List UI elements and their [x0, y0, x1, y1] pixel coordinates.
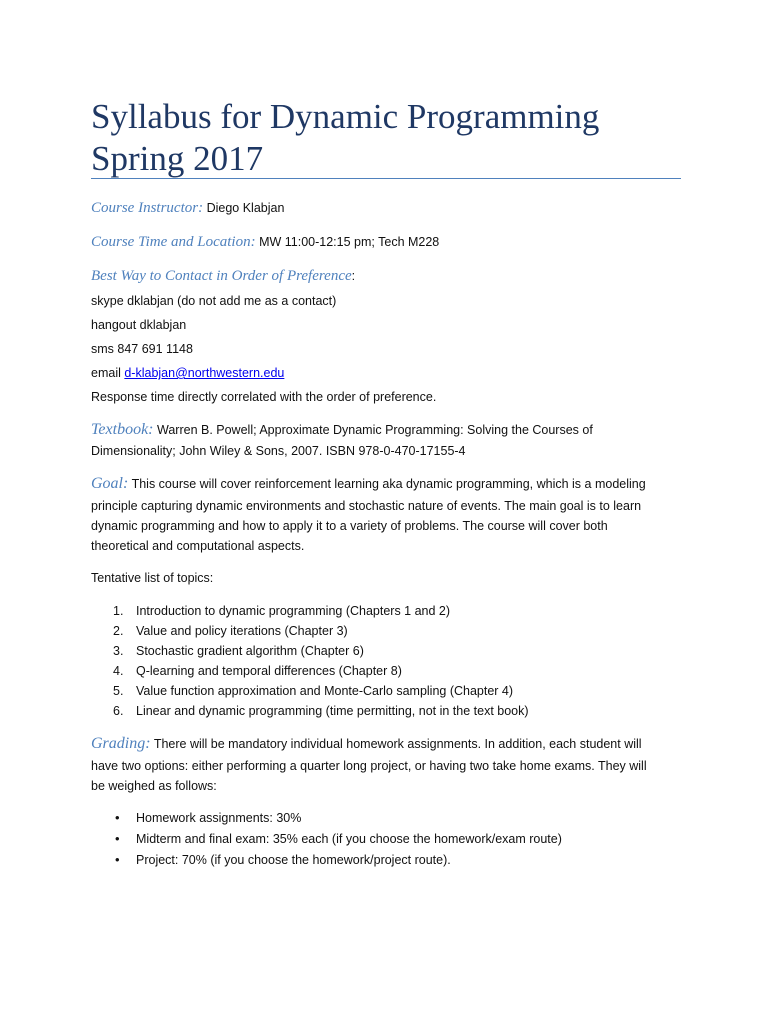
email-prefix: email — [91, 366, 121, 380]
page-title — [91, 96, 691, 180]
goal-label: Goal: — [91, 475, 129, 492]
textbook-line-1 — [91, 422, 593, 438]
title-line-2: Spring 2017 — [91, 139, 264, 178]
contact-heading — [91, 268, 355, 284]
grading-item: Homework assignments: 30% — [136, 811, 302, 825]
topic-text: Linear and dynamic programming (time permitting, not in the text book) — [136, 704, 529, 718]
goal-line-4: theoretical and computational aspects. — [91, 539, 305, 553]
contact-response-note: Response time directly correlated with the order of preference. — [91, 390, 437, 404]
bullet-marker: • — [115, 810, 120, 825]
textbook-text-1: Warren B. Powell; Approximate Dynamic Programming: Solving the Courses of — [157, 423, 593, 437]
topic-number: 1. — [113, 604, 124, 618]
title-line-1: Syllabus for Dynamic Programming — [91, 97, 600, 136]
topic-number: 2. — [113, 624, 124, 638]
topic-text: Value function approximation and Monte-Carlo sampling (Chapter 4) — [136, 684, 514, 698]
contact-email-line — [91, 365, 284, 381]
grading-text-1: There will be mandatory individual homework assignments. In addition, each student will — [153, 737, 642, 751]
contact-label: Best Way to Contact in Order of Preference — [91, 268, 352, 284]
topic-number: 5. — [113, 684, 124, 698]
topic-text: Introduction to dynamic programming (Chapters 1 and 2) — [136, 604, 451, 618]
topic-number: 4. — [113, 664, 124, 678]
grading-line-2: have two options: either performing a quarter long project, or having two take home exams. They will — [91, 759, 647, 773]
goal-line-1 — [91, 476, 646, 492]
goal-line-3: dynamic programming and how to apply it to a variety of problems. The course will cover both — [91, 519, 608, 533]
grading-line-1 — [91, 736, 642, 752]
textbook-line-2: Dimensionality; John Wiley & Sons, 2007. ISBN 978-0-470-17155-4 — [91, 444, 466, 458]
email-link[interactable]: d-klabjan@northwestern.edu — [124, 366, 285, 380]
grading-line-3: be weighed as follows: — [91, 779, 217, 793]
topics-intro: Tentative list of topics: — [91, 571, 214, 585]
topic-number: 3. — [113, 644, 124, 658]
contact-skype: skype dklabjan (do not add me as a contact) — [91, 294, 337, 308]
grading-item: Project: 70% (if you choose the homework/project route). — [136, 853, 451, 867]
time-location-value: MW 11:00-12:15 pm; Tech M228 — [259, 235, 440, 249]
grading-item: Midterm and final exam: 35% each (if you choose the homework/exam route) — [136, 832, 562, 846]
title-divider — [91, 178, 681, 179]
bullet-marker: • — [115, 852, 120, 867]
time-location-label: Course Time and Location: — [91, 234, 256, 250]
contact-sms: sms 847 691 1148 — [91, 342, 193, 356]
topic-number: 6. — [113, 704, 124, 718]
goal-text-1: This course will cover reinforcement learning aka dynamic programming, which is a modeling — [131, 477, 646, 491]
contact-hangout: hangout dklabjan — [91, 318, 187, 332]
topic-text: Value and policy iterations (Chapter 3) — [136, 624, 348, 638]
instructor-label: Course Instructor: — [91, 200, 204, 216]
topic-text: Stochastic gradient algorithm (Chapter 6) — [136, 644, 364, 658]
grading-label: Grading: — [91, 735, 151, 752]
instructor-value: Diego Klabjan — [206, 201, 285, 215]
textbook-label: Textbook: — [91, 421, 154, 438]
goal-line-2: principle capturing dynamic environments and stochastic nature of events. The main goal is to learn — [91, 499, 642, 513]
time-location-line — [91, 234, 439, 250]
bullet-marker: • — [115, 831, 120, 846]
contact-colon: : — [351, 269, 356, 283]
topic-text: Q-learning and temporal differences (Chapter 8) — [136, 664, 402, 678]
instructor-line — [91, 200, 284, 216]
